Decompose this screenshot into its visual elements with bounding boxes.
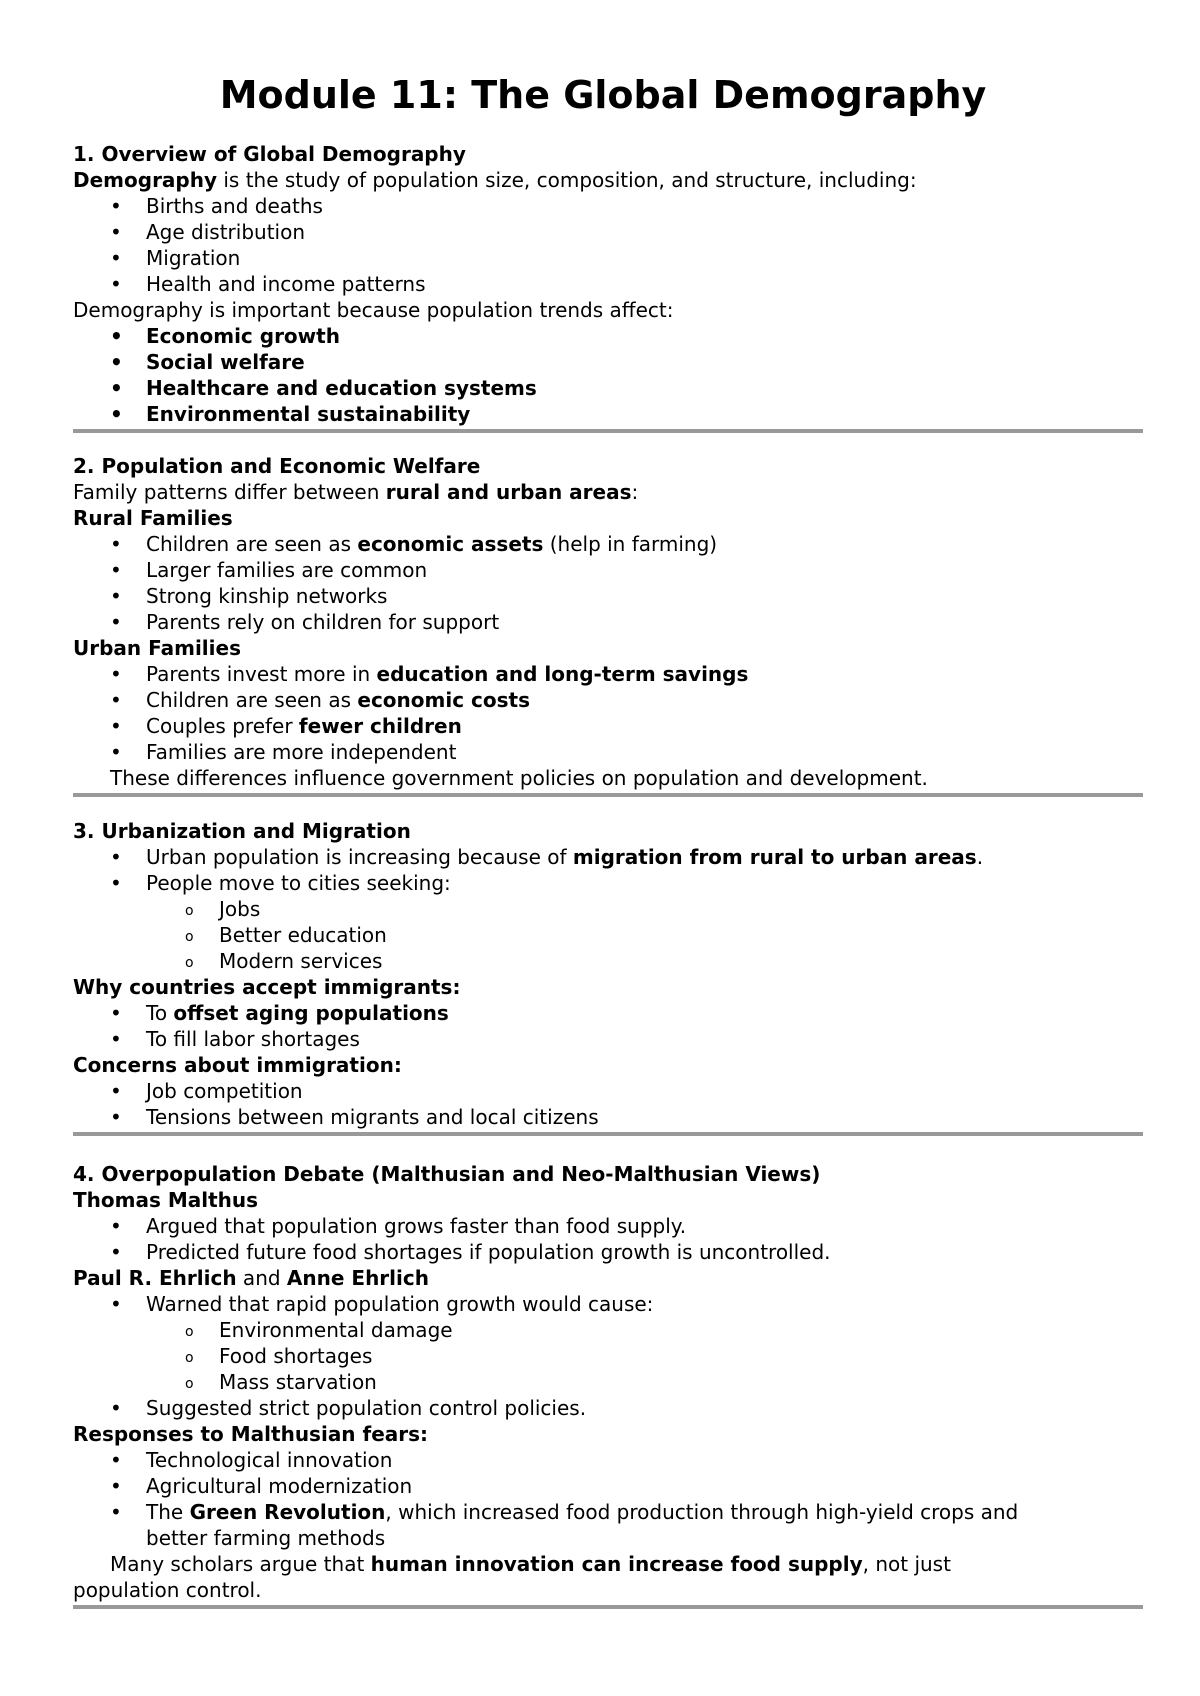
item-text: , which increased food production through high-yield crops and xyxy=(385,1500,1019,1524)
item-text: Urban population is increasing because of xyxy=(146,845,573,869)
section-divider xyxy=(73,793,1143,797)
list-item: • Larger families are common xyxy=(73,557,1143,583)
list-item: • To fill labor shortages xyxy=(73,1026,1143,1052)
author-joiner: and xyxy=(236,1266,287,1290)
sub-list-item xyxy=(73,1343,1143,1369)
list-item: • Social welfare xyxy=(73,349,1143,375)
sub-bullet-marker: o xyxy=(185,955,194,971)
item-emphasis: migration from rural to urban areas xyxy=(572,845,977,869)
sub-item-text: Food shortages xyxy=(219,1344,373,1368)
section-overpopulation xyxy=(73,1161,1143,1609)
section-heading: 4. Overpopulation Debate (Malthusian and Neo-Malthusian Views) xyxy=(73,1162,821,1186)
subheading-responses: Responses to Malthusian fears: xyxy=(73,1422,429,1446)
section-heading: 2. Population and Economic Welfare xyxy=(73,454,481,478)
section-divider xyxy=(73,1605,1143,1609)
sub-bullet-marker: o xyxy=(185,1376,194,1392)
closing-text: , not just xyxy=(862,1552,951,1576)
sub-list-item xyxy=(73,922,1143,948)
author-name: Paul R. Ehrlich xyxy=(73,1266,237,1290)
item-text: Children are seen as xyxy=(146,532,358,556)
list-item xyxy=(73,531,1143,557)
section-overview xyxy=(73,141,1143,433)
subheading-concerns: Concerns about immigration: xyxy=(73,1053,402,1077)
section-economic-welfare xyxy=(73,453,1143,797)
sub-item-text: Better education xyxy=(219,923,387,947)
sub-item-text: Modern services xyxy=(219,949,383,973)
item-emphasis: education and long-term savings xyxy=(376,662,749,686)
list-item: • Technological innovation xyxy=(73,1447,1143,1473)
sub-list-item xyxy=(73,1317,1143,1343)
sub-bullet-marker: o xyxy=(185,903,194,919)
subheading-rural: Rural Families xyxy=(73,506,233,530)
item-emphasis: Green Revolution xyxy=(189,1500,386,1524)
sub-list-item xyxy=(73,896,1143,922)
list-item: • Environmental sustainability xyxy=(73,401,1143,427)
sub-bullet-marker: o xyxy=(185,929,194,945)
item-text: (help in farming) xyxy=(543,532,718,556)
list-item xyxy=(73,1000,1143,1026)
author-name: Anne Ehrlich xyxy=(286,1266,429,1290)
list-item: • People move to cities seeking: xyxy=(73,870,1143,896)
intro-line xyxy=(73,479,1143,505)
sub-bullet-marker: o xyxy=(185,1350,194,1366)
list-item xyxy=(73,687,1143,713)
item-text: . xyxy=(976,845,984,869)
sub-list-item xyxy=(73,948,1143,974)
section-divider xyxy=(73,429,1143,433)
page-title: Module 11: The Global Demography xyxy=(219,73,987,117)
list-item xyxy=(73,844,1143,870)
closing-continuation: population control. xyxy=(73,1578,262,1602)
list-item: • Strong kinship networks xyxy=(73,583,1143,609)
closing-text: Many scholars argue that xyxy=(110,1552,371,1576)
sub-list-item xyxy=(73,1369,1143,1395)
list-item: • Parents rely on children for support xyxy=(73,609,1143,635)
item-text: The xyxy=(146,1500,190,1524)
list-item xyxy=(73,661,1143,687)
section-divider xyxy=(73,1132,1143,1136)
subheading-why-accept: Why countries accept immigrants: xyxy=(73,975,461,999)
importance-text: Demography is important because population trends affect: xyxy=(73,298,674,322)
sub-item-text: Mass starvation xyxy=(219,1370,377,1394)
list-item xyxy=(73,1499,1143,1525)
item-emphasis: economic costs xyxy=(357,688,530,712)
definition-text: is the study of population size, composition, and structure, including: xyxy=(217,168,917,192)
item-text: To xyxy=(146,1001,174,1025)
closing-line xyxy=(73,1551,1143,1577)
list-item: • Suggested strict population control policies. xyxy=(73,1395,1143,1421)
list-item: • Job competition xyxy=(73,1078,1143,1104)
list-item: • Tensions between migrants and local citizens xyxy=(73,1104,1143,1130)
section-note: These differences influence government policies on population and development. xyxy=(110,766,928,790)
item-text: Couples prefer xyxy=(146,714,299,738)
definition-line xyxy=(73,167,1143,193)
intro-emphasis: rural and urban areas xyxy=(385,480,632,504)
sub-item-text: Jobs xyxy=(219,897,261,921)
subheading-urban: Urban Families xyxy=(73,636,241,660)
section-heading: 1. Overview of Global Demography xyxy=(73,142,466,166)
item-text: Children are seen as xyxy=(146,688,358,712)
list-item: • Agricultural modernization xyxy=(73,1473,1143,1499)
definition-term: Demography xyxy=(73,168,218,192)
list-item: • Healthcare and education systems xyxy=(73,375,1143,401)
list-item-continuation: better farming methods xyxy=(146,1526,386,1550)
list-item: • Predicted future food shortages if population growth is uncontrolled. xyxy=(73,1239,1143,1265)
list-item: • Warned that rapid population growth would cause: xyxy=(73,1291,1143,1317)
list-item: • Economic growth xyxy=(73,323,1143,349)
item-emphasis: fewer children xyxy=(298,714,462,738)
item-text: Parents invest more in xyxy=(146,662,377,686)
subheading-ehrlich xyxy=(73,1265,1143,1291)
sub-item-text: Environmental damage xyxy=(219,1318,453,1342)
subheading-malthus: Thomas Malthus xyxy=(73,1188,259,1212)
list-item: • Age distribution xyxy=(73,219,1143,245)
list-item: • Births and deaths xyxy=(73,193,1143,219)
list-item: • Migration xyxy=(73,245,1143,271)
list-item: • Health and income patterns xyxy=(73,271,1143,297)
item-emphasis: economic assets xyxy=(357,532,544,556)
list-item xyxy=(73,713,1143,739)
section-urbanization xyxy=(73,818,1143,1136)
list-item: • Argued that population grows faster than food supply. xyxy=(73,1213,1143,1239)
item-emphasis: offset aging populations xyxy=(173,1001,449,1025)
sub-bullet-marker: o xyxy=(185,1324,194,1340)
list-item: • Families are more independent xyxy=(73,739,1143,765)
closing-emphasis: human innovation can increase food supply xyxy=(370,1552,863,1576)
intro-text: Family patterns differ between xyxy=(73,480,386,504)
section-heading: 3. Urbanization and Migration xyxy=(73,819,411,843)
intro-colon: : xyxy=(631,480,639,504)
